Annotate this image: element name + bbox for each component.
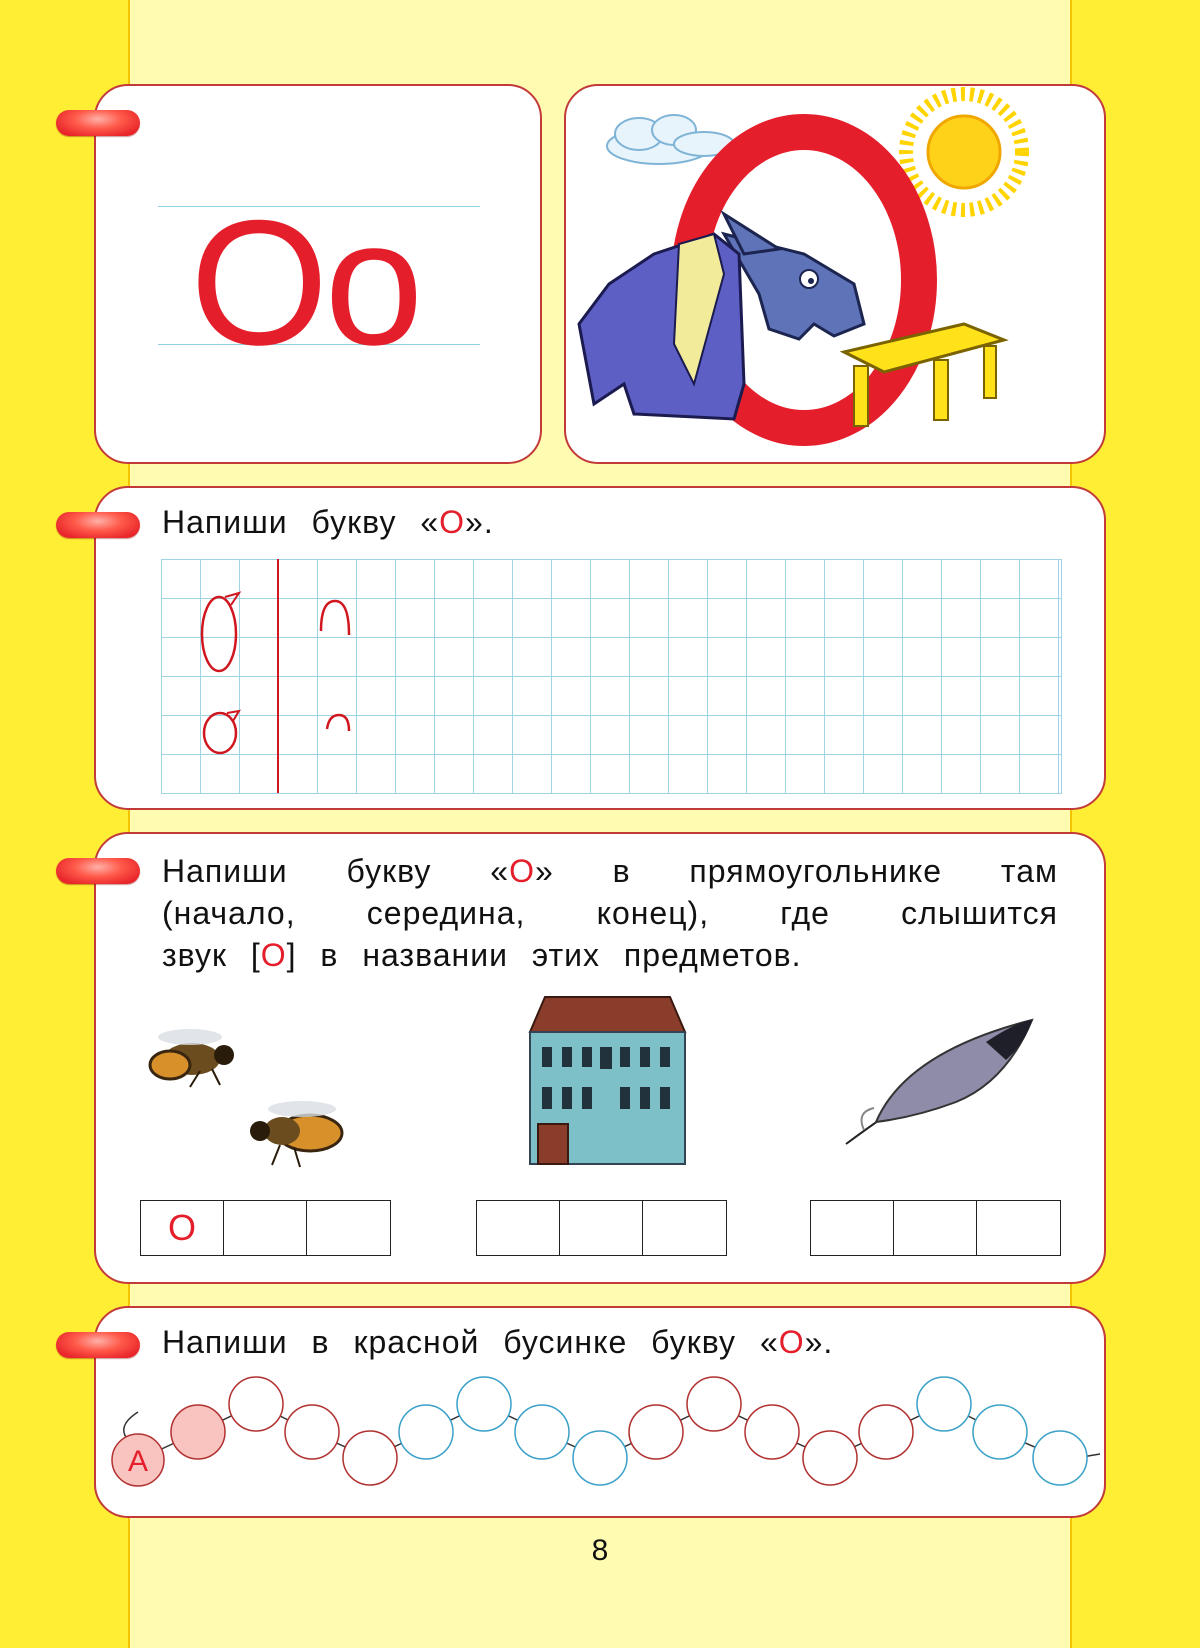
- task-marker-pill: [56, 512, 140, 538]
- feather-icon: [836, 1012, 1036, 1152]
- sound-position-boxes-2: [476, 1200, 727, 1256]
- bead-chain: [0, 1300, 1200, 1520]
- page-number: 8: [591, 1534, 609, 1567]
- sun-icon: [906, 94, 1022, 210]
- position-cell-end[interactable]: [643, 1201, 726, 1255]
- position-cell-end[interactable]: [307, 1201, 390, 1255]
- position-cell-start[interactable]: [811, 1201, 894, 1255]
- position-cell-middle[interactable]: [224, 1201, 307, 1255]
- sound-position-boxes-3: [810, 1200, 1061, 1256]
- first-bead-letter: А: [127, 1445, 149, 1478]
- task-marker-pill: [56, 110, 140, 136]
- donkey-icon: [724, 214, 864, 339]
- position-cell-middle[interactable]: [560, 1201, 643, 1255]
- task-line-2: (начало, середина, конец), где слышится: [162, 895, 1058, 931]
- table-icon: [844, 324, 1004, 426]
- wasps-icon: [140, 1025, 370, 1175]
- letter-stroke-samples: [161, 559, 401, 793]
- position-cell-end[interactable]: [977, 1201, 1060, 1255]
- big-letter-pair: Оо: [190, 183, 420, 382]
- coat-icon: [579, 234, 744, 419]
- task-line-1: Напиши букву «О» в прямоугольнике там: [162, 853, 1059, 889]
- sound-position-task-text: [162, 850, 1058, 976]
- sound-position-boxes-1: [140, 1200, 391, 1256]
- position-cell-start[interactable]: [477, 1201, 560, 1255]
- write-letter-task-text: Напиши букву «О».: [162, 504, 494, 540]
- beads-task-text: Напиши в красной бусинке букву «О».: [162, 1324, 834, 1360]
- position-cell-middle[interactable]: [894, 1201, 977, 1255]
- position-cell-start[interactable]: О: [141, 1201, 224, 1255]
- task-line-3: звук [О] в названии этих предметов.: [162, 937, 802, 973]
- house-icon: [520, 992, 690, 1167]
- task-marker-pill: [56, 858, 140, 884]
- letter-o-illustration: [564, 84, 1106, 464]
